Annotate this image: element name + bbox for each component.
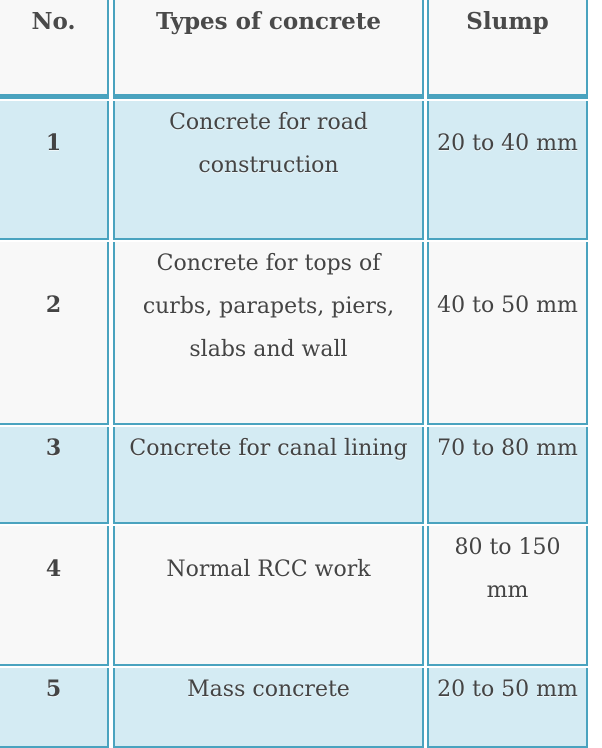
row-slump — [427, 427, 588, 524]
table-header-row — [0, 0, 602, 99]
row-no-value: 5 — [45, 676, 62, 702]
row-slump-value: 20 to 50 mm — [437, 677, 578, 702]
row-no-value: 4 — [45, 555, 62, 582]
row-no — [0, 427, 109, 524]
table-row — [0, 101, 602, 240]
row-type — [113, 101, 424, 240]
row-slump-value: 20 to 40 mm — [437, 131, 578, 156]
table-row — [0, 242, 602, 425]
row-type-value: Mass concrete — [187, 677, 350, 702]
header-no — [0, 0, 109, 99]
header-type-label: Types of concrete — [156, 8, 381, 35]
row-no-value: 1 — [45, 130, 62, 156]
row-type-value: Concrete for road construction — [169, 110, 368, 178]
row-type — [113, 526, 424, 666]
row-no-value: 2 — [45, 292, 62, 318]
row-slump — [427, 242, 588, 425]
row-no — [0, 668, 109, 748]
row-no — [0, 101, 109, 240]
row-slump-value: 40 to 50 mm — [437, 293, 578, 318]
row-slump — [427, 101, 588, 240]
row-type-value: Concrete for canal lining — [129, 436, 408, 461]
table-row — [0, 668, 602, 745]
row-no — [0, 242, 109, 425]
row-type — [113, 242, 424, 425]
row-no-value: 3 — [45, 435, 62, 461]
row-slump — [427, 526, 588, 666]
row-type-value: Normal RCC work — [166, 556, 371, 582]
row-type-value: Concrete for tops of curbs, parapets, piers, slabs and wall — [142, 251, 395, 362]
table-row — [0, 427, 602, 524]
row-type — [113, 668, 424, 748]
table-row — [0, 526, 602, 666]
header-type — [113, 0, 424, 99]
row-slump — [427, 668, 588, 748]
header-slump — [427, 0, 588, 99]
header-slump-label: Slump — [466, 8, 549, 35]
header-no-label: No. — [31, 8, 76, 35]
row-slump-value: 80 to 150 mm — [454, 535, 561, 603]
row-slump-value: 70 to 80 mm — [437, 436, 578, 461]
row-no — [0, 526, 109, 666]
row-type — [113, 427, 424, 524]
